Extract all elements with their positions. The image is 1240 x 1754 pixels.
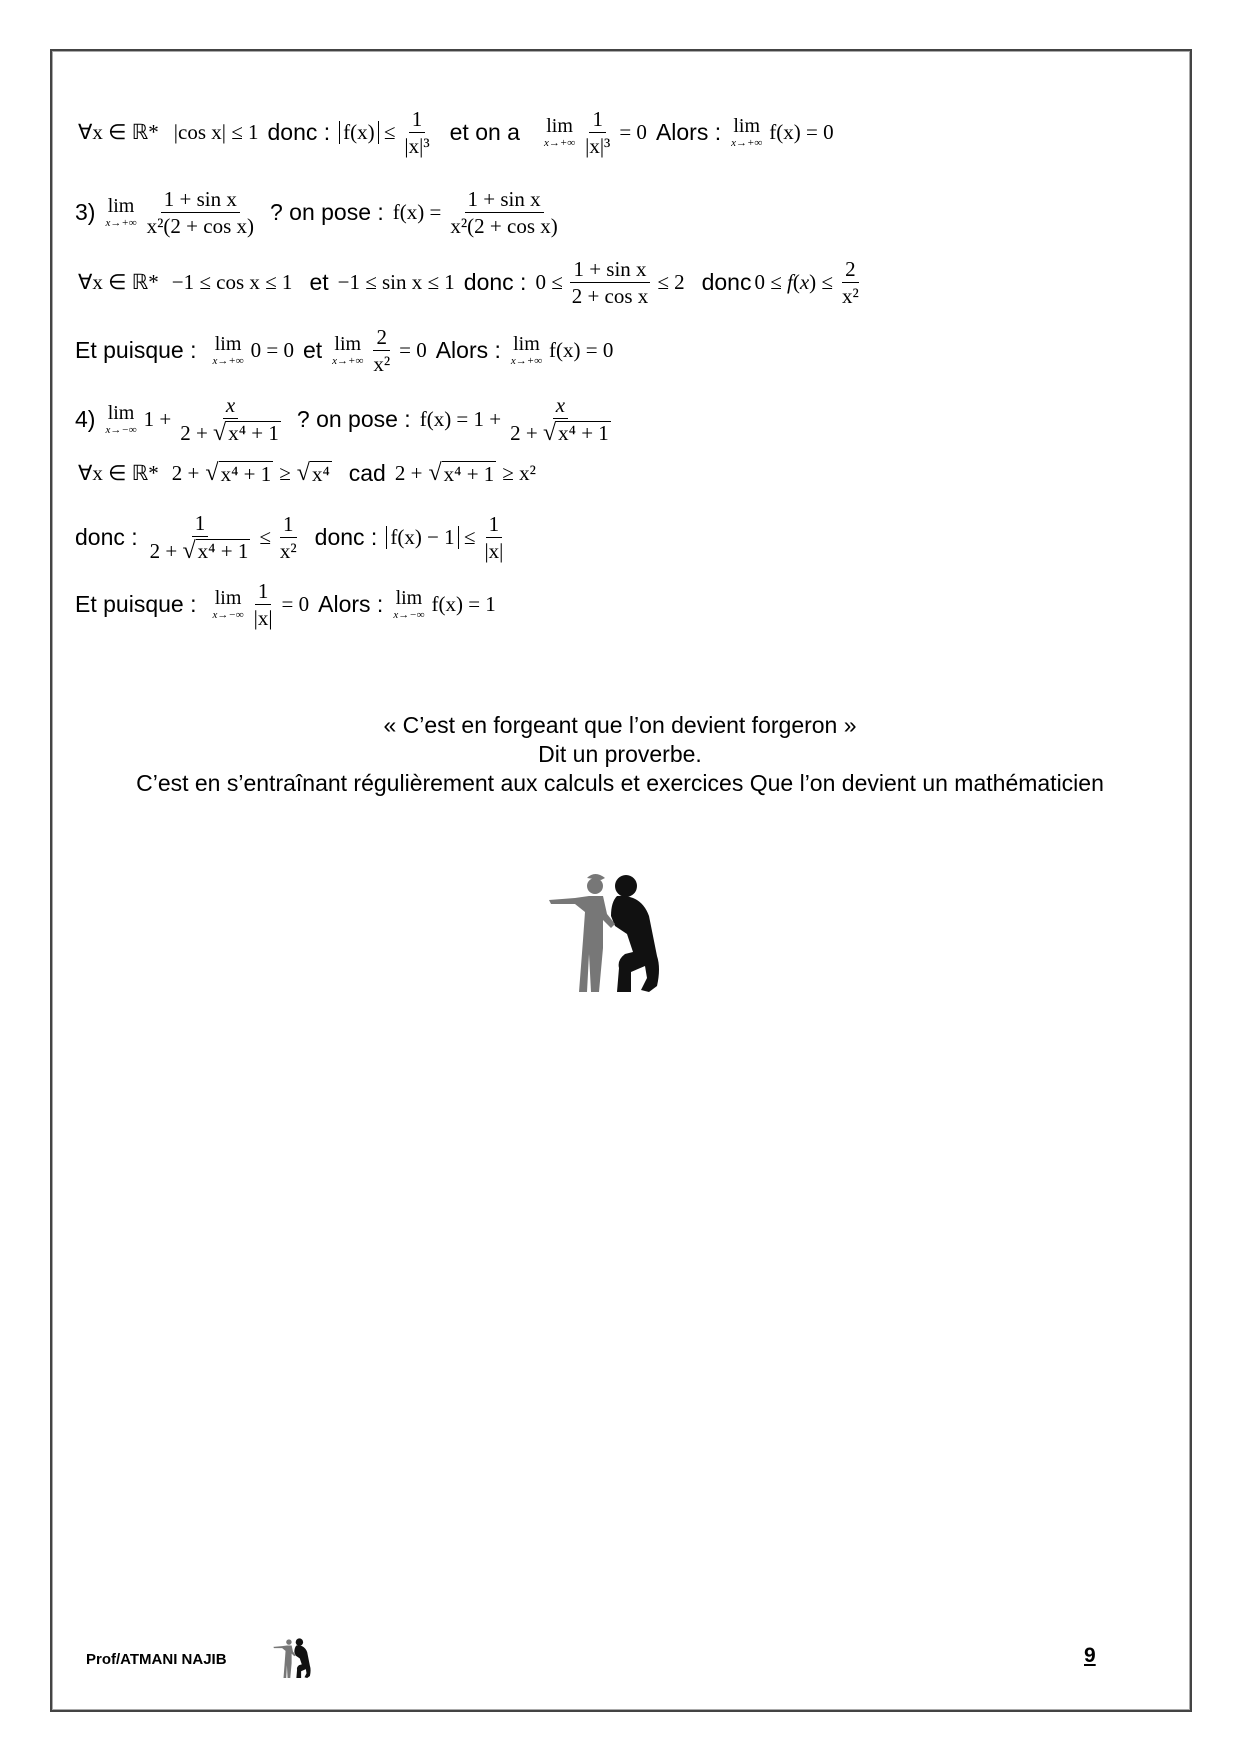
prefix-2: 2 + [394, 461, 423, 485]
donc-text-2: donc [701, 269, 752, 296]
limit-operator: lim x→−∞ [105, 402, 137, 437]
sqrt-expression-2: √ x⁴ [296, 459, 330, 486]
item-3 [75, 188, 564, 237]
donc-text: donc : [463, 269, 527, 296]
proverb-line-3: C’est en s’entraînant régulièrement aux calculs et exercices Que l’on devient un mathématicien [136, 770, 1104, 796]
sin-bounds: −1 ≤ sin x ≤ 1 [337, 270, 455, 295]
limit-fraction: $\frac{1}{|x|}$ [253, 579, 273, 631]
limit-result: f(x) = 1 [431, 592, 496, 617]
teacher-child-logo-icon [272, 1636, 316, 1680]
limit-operator-3: lim x→+∞ [510, 333, 543, 368]
cad-text: cad [348, 460, 386, 486]
limit-operator: lim x→−∞ [212, 587, 244, 622]
reciprocal-fraction: 1 2 + √ x⁴ + 1 [149, 511, 249, 565]
donc-text: donc : [267, 119, 331, 146]
proverb-line-2: Dit un proverbe. [538, 741, 702, 767]
ratio-fraction: $\frac{\text{1 + sin x}}{\text{2 + cos x}}$ [571, 257, 649, 309]
eq-zero: = 0 [619, 120, 647, 145]
bound-fraction: $\frac{2}{\text{x²}}$ [841, 257, 859, 309]
item-4 [75, 394, 617, 445]
page-number: 9 [1084, 1644, 1096, 1667]
item-4-label: 4) [75, 406, 96, 433]
sqrt-expression: √ x⁴ + 1 [205, 459, 272, 486]
ge-sign: ≥ [279, 461, 291, 485]
abs-f: f(x) [339, 121, 378, 144]
abs-f-minus-1: f(x) − 1 [386, 526, 458, 549]
limit-operator-2: lim x→−∞ [393, 587, 425, 622]
alors-text: Alors : [655, 119, 722, 146]
line-4d [75, 580, 499, 629]
f-definition-fraction: x 2 + √ x⁴ + 1 [510, 393, 609, 447]
proverb-block [75, 711, 1165, 798]
proverb-line-1: « C’est en forgeant que l’on devient forgeron » [383, 712, 857, 738]
limit-operator: lim x→+∞ [543, 115, 576, 150]
bound-fraction: $\frac{1}{\text{x²}}$ [279, 511, 297, 564]
f-definition-lhs: f(x) = 1 + [419, 407, 502, 432]
forall-statement: ∀x ∈ ℝ* [78, 270, 159, 295]
alors-text: Alors : [318, 591, 384, 618]
limit-operator-2: lim x→+∞ [332, 333, 364, 368]
one-plus: 1 + [143, 407, 172, 432]
et-puisque-text: Et puisque : [75, 337, 197, 364]
forall-statement: ∀x ∈ ℝ* [78, 120, 159, 145]
limit-fraction: $\frac{\text{1 + sin x}}{\text{x²(2 + cos x)}}$ [146, 187, 254, 239]
limit-fraction: x 2 + √ x⁴ + 1 [180, 393, 279, 447]
f-definition-fraction: $\frac{\text{1 + sin x}}{\text{x²(2 + cos x)}}$ [450, 187, 558, 239]
limit-operator-2: lim x→+∞ [731, 115, 763, 150]
item-3-label: 3) [75, 199, 96, 226]
le-two: ≤ 2 [657, 270, 685, 295]
line-4b [75, 460, 539, 487]
line-3b: ∀x ∈ ℝ* −1 ≤ cos x ≤ 1 et −1 ≤ sin x ≤ 1 donc : 0 ≤ $\frac{\text{1 + sin x}}{\text{2 + cos x}}$ ≤ 2 donc 0 ≤ f ( x ) ≤ $\frac{2}{\text{x²}}$ [75, 258, 865, 307]
eq-zero: = 0 [399, 338, 427, 363]
et-text: et [302, 337, 323, 364]
limit-operator: lim x→+∞ [212, 333, 244, 368]
on-pose-text: ? on pose : [296, 406, 411, 433]
line-4c: donc : 1 2 + √ x⁴ + 1 ≤ $\frac{1}{\text{x²}}$ donc : f(x) − 1 ≤ $\frac{1}{|x|}$ [75, 512, 509, 563]
limit-fraction: $\frac{2}{\text{x²}}$ [373, 325, 391, 377]
donc-text-2: donc : [314, 524, 378, 551]
limit-operator: lim x→+∞ [105, 195, 137, 230]
limit-zero: 0 = 0 [250, 338, 294, 363]
et-text: et [309, 269, 329, 296]
et-on-a-text: et on a [449, 119, 520, 146]
eq-zero: = 0 [281, 592, 310, 617]
limit-result: f(x) = 0 [769, 120, 834, 145]
et-puisque-text: Et puisque : [75, 591, 197, 618]
abs-bound-fraction: $\frac{1}{|x|}$ [484, 511, 504, 564]
cos-inequality: |cos x| ≤ 1 [173, 120, 259, 145]
limit-fraction: $\frac{1}{\text{|x|³}}$ [585, 107, 611, 159]
ge-x2: ≥ x² [502, 461, 536, 485]
cos-bounds: −1 ≤ cos x ≤ 1 [171, 270, 293, 295]
bound-fraction: $\frac{1}{\text{|x|³}}$ [404, 107, 430, 159]
f-definition-lhs: f(x) = [392, 200, 442, 225]
sqrt-expression-3: √ x⁴ + 1 [428, 459, 495, 486]
teacher-child-silhouette-illustration [545, 868, 675, 998]
alors-text: Alors : [435, 337, 501, 364]
donc-text: donc : [75, 524, 138, 551]
line-1: ∀x ∈ ℝ* |cos x| ≤ 1 donc : f(x) ≤ $\frac{1}{\text{|x|³}}$ et on a lim x→+∞ $\frac{1}{\text{|x|³}}$ = 0 Alors : lim x→+∞ f(x) = 0 [78, 107, 834, 159]
line-3c [75, 326, 616, 375]
on-pose-text: ? on pose : [269, 199, 384, 226]
le-sign: ≤ [259, 525, 271, 550]
prefix: 2 + [171, 461, 200, 485]
forall-statement: ∀x ∈ ℝ* [78, 461, 159, 485]
limit-result: f(x) = 0 [549, 338, 614, 363]
author-name: Prof/ATMANI NAJIB [86, 1651, 227, 1668]
